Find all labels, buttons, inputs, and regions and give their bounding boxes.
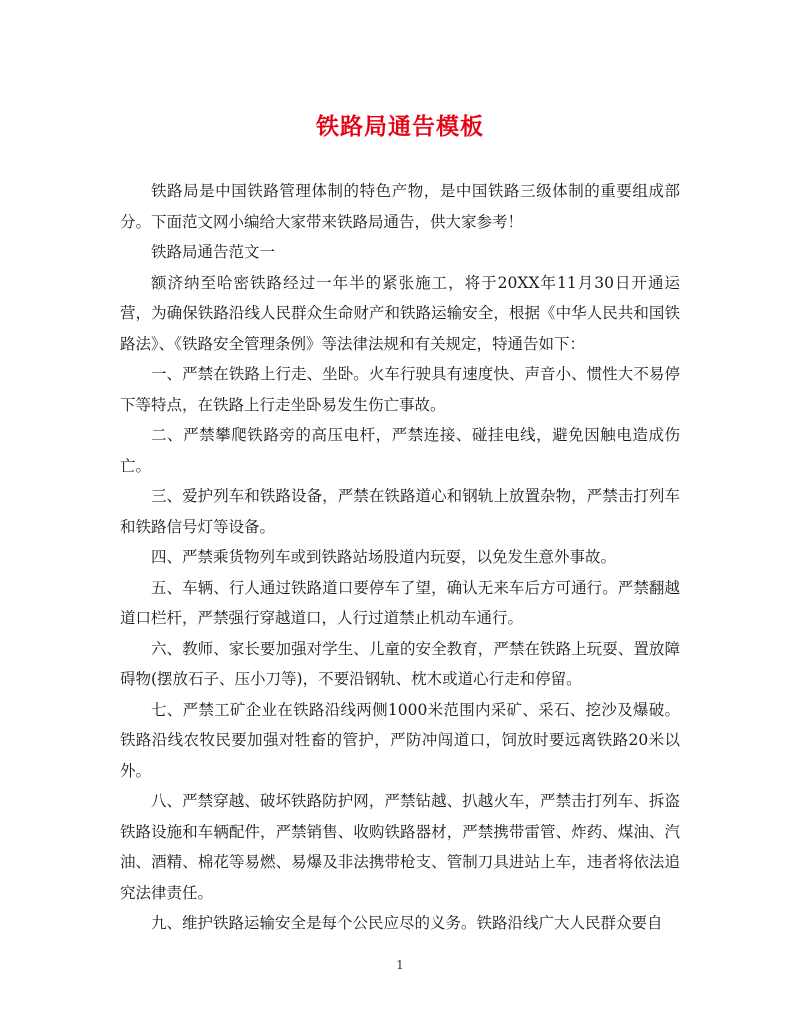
notice-item-5: 五、车辆、行人通过铁路道口要停车了望，确认无来车后方可通行。严禁翻越道口栏杆，严禁强行穿越道口，人行过道禁止机动车通行。: [120, 578, 680, 627]
notice-item-4: 四、严禁乘货物列车或到铁路站场股道内玩耍，以免发生意外事故。: [151, 548, 617, 566]
page-number: 1: [396, 958, 404, 972]
notice-item-3: 三、爱护列车和铁路设备，严禁在铁路道心和钢轨上放置杂物，严禁击打列车和铁路信号灯等设备。: [120, 487, 680, 536]
notice-item-1: 一、严禁在铁路上行走、坐卧。火车行驶具有速度快、声音小、惯性大不易停下等特点，在铁路上行走坐卧易发生伤亡事故。: [120, 365, 680, 414]
notice-item-2: 二、严禁攀爬铁路旁的高压电杆，严禁连接、碰挂电线，避免因触电造成伤亡。: [120, 426, 680, 475]
notice-item-9: 九、维护铁路运输安全是每个公民应尽的义务。铁路沿线广大人民群众要自: [151, 914, 663, 932]
notice-preamble-paragraph: 额济纳至哈密铁路经过一年半的紧张施工，将于20XX年11月30日开通运营，为确保铁路沿线人民群众生命财产和铁路运输安全，根据《中华人民共和国铁路法》、《铁路安全管理条例》等法律法规和有关规定，特通告如下：: [120, 273, 680, 353]
document-body: [120, 176, 680, 939]
section-heading: 铁路局通告范文一: [151, 243, 276, 261]
document-title: 铁路局通告模板: [316, 113, 484, 140]
intro-paragraph: 铁路局是中国铁路管理体制的特色产物，是中国铁路三级体制的重要组成部分。下面范文网小编给大家带来铁路局通告，供大家参考！: [120, 182, 680, 231]
notice-item-8: 八、严禁穿越、破坏铁路防护网，严禁钻越、扒越火车，严禁击打列车、拆盗铁路设施和车辆配件，严禁销售、收购铁路器材，严禁携带雷管、炸药、煤油、汽油、酒精、棉花等易燃、易爆及非法携带枪支、管制刀具进站上车，违者将依法追究法律责任。: [120, 792, 680, 902]
notice-item-6: 六、教师、家长要加强对学生、儿童的安全教育，严禁在铁路上玩耍、置放障碍物(摆放石子、压小刀等)，不要沿钢轨、枕木或道心行走和停留。: [120, 639, 680, 688]
notice-item-7: 七、严禁工矿企业在铁路沿线两侧1000米范围内采矿、采石、挖沙及爆破。铁路沿线农牧民要加强对牲畜的管护，严防冲闯道口，饲放时要远离铁路20米以外。: [120, 700, 680, 780]
